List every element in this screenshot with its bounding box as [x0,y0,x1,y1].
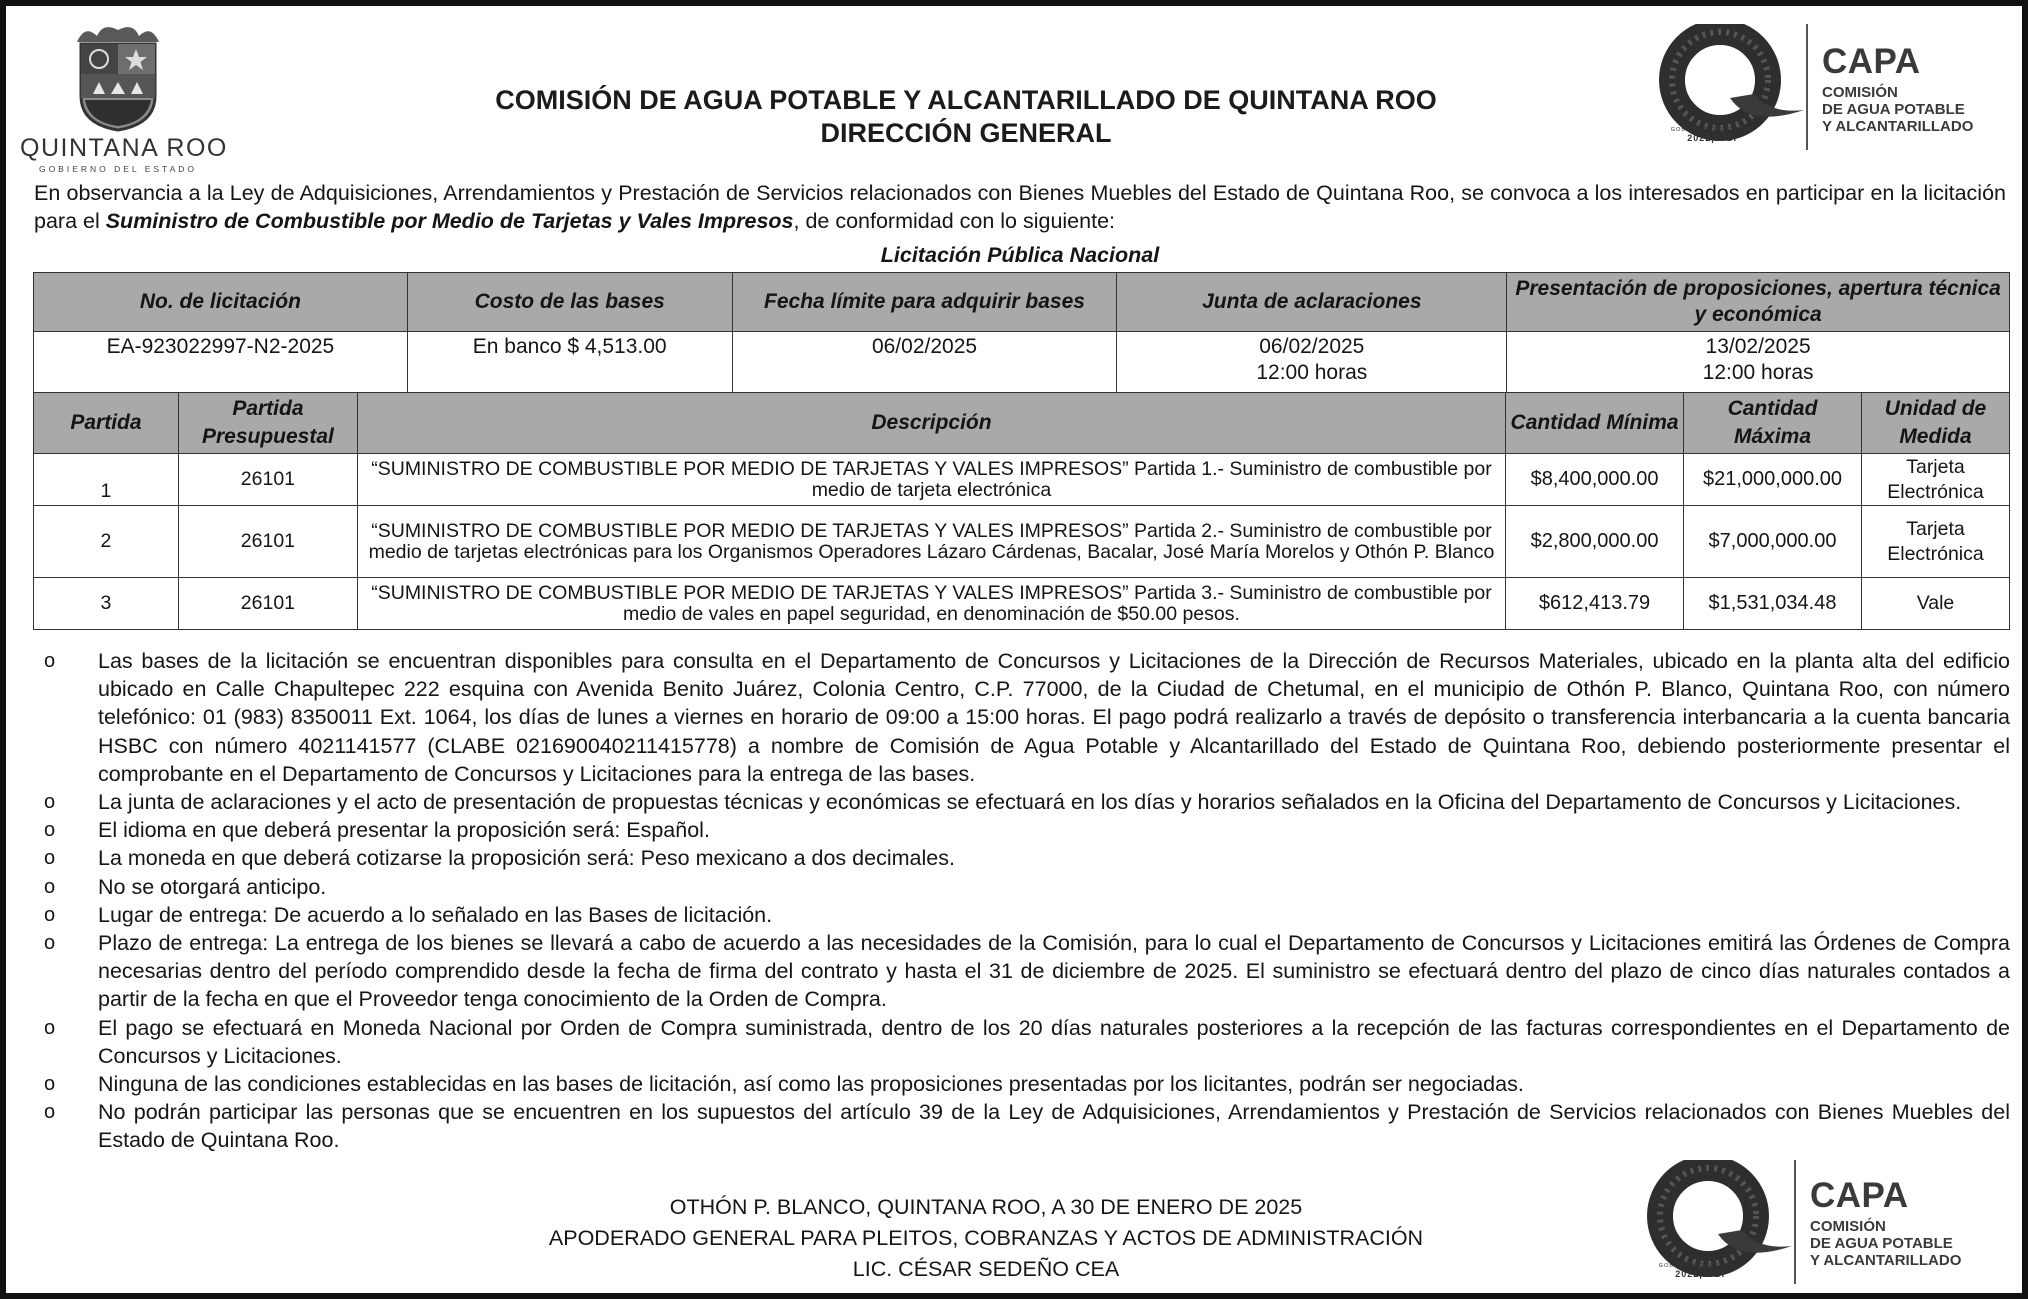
header-bases-deadline: Fecha límite para adquirir bases [732,273,1117,332]
capa-sub-line-1: COMISIÓN [1810,1218,1886,1235]
list-item-text: Las bases de la licitación se encuentran disponibles para consulta en el Departamento de Concursos y Licitaciones de la Dirección de Recursos Materiales, ubicado en la planta alta del edificio ubicado en Calle Chapultepec 222 esquina con Avenida Benito Juárez, Colonia Centro, C.P. 77000, de la Ciudad de Chetumal, en el municipio de Othón P. Blanco, Quintana Roo, con número telefónico: 01 (983) 8350011 Ext. 1064, los días de lunes a viernes en horario de 09:00 a 15:00 horas. El pago podrá realizarlo a través de depósito o transferencia interbancaria a la cuenta bancaria HSBC con número 4021141577 (CLABE 021690040211415778) a nombre de Comisión de Agua Potable y Alcantarillado del Estado de Quintana Roo, debiendo posteriormente presentar el comprobante en el Departamento de Concursos y Licitaciones para la entrega de las bases. [98,649,2010,786]
document-title [306,84,1626,150]
table-row [34,454,2010,506]
list-item [44,1014,2010,1070]
title-line-2: DIRECCIÓN GENERAL [820,118,1112,148]
capa-logo-bottom [1646,1160,1986,1290]
capa-years-label: GOBIERNO DEL ESTADO [1658,1263,1744,1269]
bases-cost: En banco $ 4,513.00 [407,332,732,395]
intro-text-after: , de conformidad con lo siguiente: [793,209,1116,233]
header-clarification-meeting: Junta de aclaraciones [1117,273,1507,332]
quintana-roo-seal [20,22,228,174]
item-partida: 2 [34,506,179,578]
header-descripcion: Descripción [357,393,1505,454]
tender-summary-table [33,272,2010,395]
tender-table-header-row [34,273,2010,332]
list-item [44,844,2010,872]
list-item-text: Ninguna de las condiciones establecidas en las bases de licitación, así como las proposiciones presentadas por los licitantes, podrán ser negociadas. [98,1072,1524,1097]
list-item [44,1070,2010,1098]
list-item-text: La junta de aclaraciones y el acto de presentación de propuestas técnicas y económicas se efectuará en los días y horarios señalados en la Oficina del Departamento de Concursos y Licitaciones. [98,790,1962,815]
capa-q-logo-icon [1646,1160,1796,1278]
signature-name: LIC. CÉSAR SEDEÑO CEA [852,1257,1120,1281]
capa-logo-divider [1794,1160,1796,1284]
item-descripcion: “SUMINISTRO DE COMBUSTIBLE POR MEDIO DE TARJETAS Y VALES IMPRESOS” Partida 1.- Suministro de combustible por medio de tarjeta electrónica [357,454,1505,506]
signature-block [526,1192,1446,1285]
list-item [44,816,2010,844]
clarification-cell [1117,332,1507,395]
tender-type: Licitación Pública Nacional [880,243,1160,267]
list-item [44,788,2010,816]
presentation-cell [1507,332,2010,395]
capa-years-label: GOBIERNO DEL ESTADO [1670,127,1756,133]
list-item [44,901,2010,929]
list-item [44,929,2010,1014]
tender-table-row [34,332,2010,395]
signature-place-date: OTHÓN P. BLANCO, QUINTANA ROO, A 30 DE ENERO DE 2025 [669,1195,1303,1219]
item-cantidad-maxima: $21,000,000.00 [1684,454,1862,506]
list-item [44,647,2010,788]
item-presupuestal: 26101 [178,454,357,506]
item-presupuestal: 26101 [178,506,357,578]
signature-role: APODERADO GENERAL PARA PLEITOS, COBRANZAS Y ACTOS DE ADMINISTRACIÓN [548,1226,1424,1250]
bullet-marker: o [44,847,56,870]
clarification-time: 12:00 horas [1256,361,1368,384]
item-cantidad-maxima: $7,000,000.00 [1684,506,1862,578]
bullet-marker: o [44,1016,56,1039]
item-cantidad-maxima: $1,531,034.48 [1684,578,1862,630]
list-item [44,1098,2010,1154]
item-descripcion: “SUMINISTRO DE COMBUSTIBLE POR MEDIO DE TARJETAS Y VALES IMPRESOS” Partida 3.- Suministro de combustible por medio de vales en papel seguridad, en denominación de $50.00 pesos. [357,578,1505,630]
clarification-date: 06/02/2025 [1259,335,1365,358]
capa-brand: CAPA [1810,1176,1909,1215]
state-government-label: GOBIERNO DEL ESTADO [38,164,198,174]
header-proposal-presentation: Presentación de proposiciones, apertura técnica y económica [1507,273,2010,332]
title-line-1: COMISIÓN DE AGUA POTABLE Y ALCANTARILLADO DE QUINTANA ROO [495,85,1437,115]
presentation-date: 13/02/2025 [1705,335,1811,358]
capa-years-value: 2022|2027 [1675,1269,1727,1279]
bullet-marker: o [44,932,56,955]
presentation-time: 12:00 horas [1702,361,1814,384]
bases-deadline: 06/02/2025 [732,332,1117,395]
list-item [44,873,2010,901]
capa-sub-line-1: COMISIÓN [1822,84,1898,101]
intro-subject: Suministro de Combustible por Medio de Tarjetas y Vales Impresos [105,209,794,233]
header-partida: Partida [34,393,179,454]
item-unidad: Tarjeta Electrónica [1861,454,2009,506]
header-partida-presupuestal: Partida Presupuestal [178,393,357,454]
intro-paragraph [34,179,2006,235]
bullet-marker: o [44,875,56,898]
coat-of-arms-icon [63,22,173,132]
bullet-marker: o [44,1073,56,1096]
list-item-text: No podrán participar las personas que se encuentren en los supuestos del artículo 39 de la Ley de Adquisiciones, Arrendamientos y Prestación de Servicios relacionados con Bienes Muebles del Estado de Quintana Roo. [98,1100,2010,1153]
intro-text-before: En observancia a la Ley de Adquisiciones, Arrendamientos y Prestación de Servicios relacionados con Bienes Muebles del Estado de Quintana Roo, se convoca a los interesados en participar en la licitación para el [34,181,2006,233]
header-unidad-medida: Unidad de Medida [1861,393,2009,454]
capa-brand-subtitle [1810,1218,1961,1269]
capa-sub-line-2: DE AGUA POTABLE [1822,101,1965,118]
items-table-header-row [34,393,2010,454]
header-cantidad-minima: Cantidad Mínima [1506,393,1684,454]
capa-brand: CAPA [1822,42,1921,81]
item-partida: 1 [34,454,179,506]
item-unidad: Vale [1861,578,2009,630]
table-row [34,506,2010,578]
header-bases-cost: Costo de las bases [407,273,732,332]
items-table [33,392,2010,630]
capa-years [1653,1263,1749,1279]
capa-sub-line-2: DE AGUA POTABLE [1810,1235,1953,1252]
item-presupuestal: 26101 [178,578,357,630]
list-item-text: El idioma en que deberá presentar la proposición será: Español. [98,818,710,843]
bullet-marker: o [44,791,56,814]
list-item-text: El pago se efectuará en Moneda Nacional por Orden de Compra suministrada, dentro de los 20 días naturales posteriores a la recepción de las facturas correspondientes en el Departamento de Concursos y Licitaciones. [98,1015,2010,1068]
item-descripcion: “SUMINISTRO DE COMBUSTIBLE POR MEDIO DE TARJETAS Y VALES IMPRESOS” Partida 2.- Suministro de combustible por medio de tarjetas electrónicas para los Organismos Operadores Lázaro Cárdenas, Bacalar, José María Morelos y Othón P. Blanco [357,506,1505,578]
item-unidad: Tarjeta Electrónica [1861,506,2009,578]
state-name: QUINTANA ROO [20,134,228,162]
bullet-marker: o [44,650,56,672]
capa-sub-line-3: Y ALCANTARILLADO [1822,118,1974,135]
header-cantidad-maxima: Cantidad Máxima [1684,393,1862,454]
capa-sub-line-3: Y ALCANTARILLADO [1810,1252,1962,1269]
table-row [34,578,2010,630]
item-cantidad-minima: $2,800,000.00 [1506,506,1684,578]
list-item-text: Plazo de entrega: La entrega de los bienes se llevará a cabo de acuerdo a las necesidades de la Comisión, para lo cual el Departamento de Concursos y Licitaciones emitirá las Órdenes de Compra necesarias dentro del período comprendido desde la fecha de firma del contrato y hasta el 31 de diciembre de 2025. El suministro se efectuará dentro del plazo de cinco días naturales contados a partir de la fecha en que el Proveedor tenga conocimiento de la Orden de Compra. [98,931,2010,1012]
capa-q-logo-icon [1658,24,1808,142]
list-item-text: La moneda en que deberá cotizarse la proposición será: Peso mexicano a dos decimales. [98,846,955,871]
item-partida: 3 [34,578,179,630]
conditions-list [44,647,2010,1155]
capa-years [1665,127,1761,143]
item-cantidad-minima: $612,413.79 [1506,578,1684,630]
capa-brand-subtitle [1822,84,1973,135]
bullet-marker: o [44,819,56,842]
tender-number: EA-923022997-N2-2025 [34,332,408,395]
capa-logo-top [1658,24,1998,154]
bullet-marker: o [44,1101,56,1124]
list-item-text: Lugar de entrega: De acuerdo a lo señalado en las Bases de licitación. [98,902,773,927]
capa-logo-divider [1806,24,1808,150]
header-tender-number: No. de licitación [34,273,408,332]
item-cantidad-minima: $8,400,000.00 [1506,454,1684,506]
capa-years-value: 2022|2027 [1687,133,1739,143]
bullet-marker: o [44,903,56,926]
list-item-text: No se otorgará anticipo. [98,874,327,899]
